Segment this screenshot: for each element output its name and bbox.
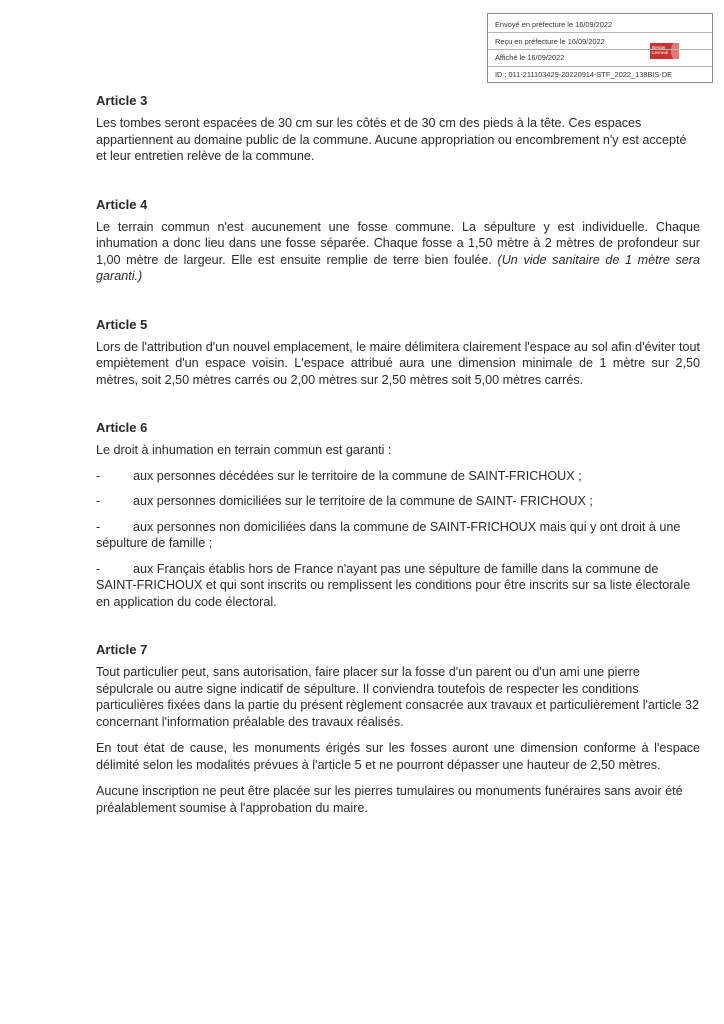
list-dash: - [96,561,101,576]
list-item [96,468,700,485]
stamp-received: Reçu en préfecture le 16/09/2022 [495,37,605,46]
article-7-paragraph-3: Aucune inscription ne peut être placée sur les pierres tumulaires ou monuments funéraires sans avoir été préalablement soumise à l'approbation du maire. [96,784,683,815]
list-item-text: aux personnes non domiciliées dans la commune de SAINT-FRICHOUX mais qui y ont droit à une sépulture de famille ; [96,519,681,550]
article-5-text: Lors de l'attribution d'un nouvel emplacement, le maire délimitera clairement l'espace au sol afin d'éviter tout empiètement d'un espace voisin. L'espace attribué aura une dimension minimale de 1 mètre sur 2,50 mètres, soit 2,50 mètres carrés ou 2,00 mètres sur 2,50 mètres soit 5,00 mètres carrés. [96,339,700,387]
article-7-paragraph-2: En tout état de cause, les monuments érigés sur les fosses auront une dimension conforme à l'espace délimité selon les modalités prévues à l'article 5 et ne pourront dépasser une hauteur de 2,50 mètres. [96,741,700,772]
logo-line1: Berger [652,45,666,50]
article-4-text [96,219,700,285]
logo-line2: Levrault [652,50,669,55]
list-item [96,561,700,611]
stamp-id: ID : 011-211103429-20220914-STF_2022_138BIS-DE [495,70,673,79]
stamp-sent: Envoyé en préfecture le 16/09/2022 [495,20,613,29]
list-item-text: aux personnes domiciliées sur le territoire de la commune de SAINT- FRICHOUX ; [133,494,593,508]
article-5-title: Article 5 [96,316,148,332]
article-3-text: Les tombes seront espacées de 30 cm sur les côtés et de 30 cm des pieds à la tête. Ces espaces appartiennent au domaine public de la commune. Aucune appropriation ou encombrement n'y est accepté et leur entretien relève de la commune. [96,116,687,163]
stamp-divider [488,66,712,67]
list-dash: - [96,494,101,508]
berger-levrault-logo [650,43,679,59]
article-6-title: Article 6 [96,420,148,435]
document-body [96,93,700,816]
prefecture-stamp [487,13,713,83]
stamp-posted: Affiché le 16/09/2022 [495,53,565,62]
article-7 [96,642,700,816]
article-6 [96,420,700,610]
article-3-title: Article 3 [96,93,148,108]
list-dash: - [96,468,101,483]
list-item-text: aux Français établis hors de France n'ayant pas une sépulture de famille dans la commune de SAINT-FRICHOUX et qui sont inscrits ou remplissent les conditions pour être inscrits sur sa liste électorale en application du code électoral. [96,561,691,609]
stamp-divider [488,32,712,33]
list-item-text: aux personnes décédées sur le territoire de la commune de SAINT-FRICHOUX ; [133,468,582,483]
article-5 [96,317,700,389]
article-7-paragraph-1: Tout particulier peut, sans autorisation, faire placer sur la fosse d'un parent ou d'un ami une pierre sépulcrale ou autre signe indicatif de sépulture. Il conviendra toutefois de respecter les conditions particulières fixées dans la partie du présent règlement consacrée aux travaux et particulièrement l'article 32 concernant l'information préalable des travaux réalisés. [96,665,700,729]
article-6-intro: Le droit à inhumation en terrain commun est garanti : [96,443,392,457]
article-4-italic-note: (Un vide sanitaire de 1 mètre sera garanti.) [96,252,700,283]
article-4-title: Article 4 [96,196,148,212]
stamp-divider [488,49,712,50]
list-item [96,519,700,552]
article-7-title: Article 7 [96,642,148,657]
article-3 [96,93,700,165]
article-4-body: Le terrain commun n'est aucunement une fosse commune. La sépulture y est individuelle. Chaque inhumation a donc lieu dans une fosse séparée. Chaque fosse a 1,50 mètre à 2 mètres de profondeur sur 1,00 mètre de largeur. Elle est ensuite remplie de terre bien foulée. [96,219,700,267]
list-item [96,493,700,510]
article-4 [96,197,700,285]
list-dash: - [96,519,101,534]
